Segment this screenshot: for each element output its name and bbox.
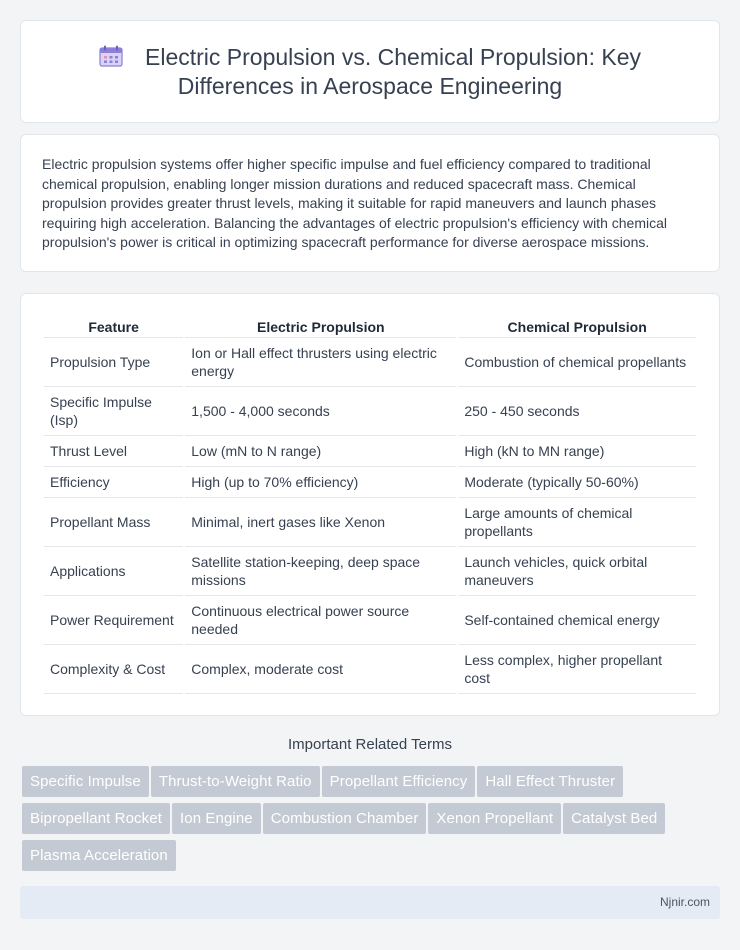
intro-paragraph: Electric propulsion systems offer higher specific impulse and fuel efficiency compared to traditional chemical propulsion, enabling longer mission durations and reduced spacecraft mass. Chemical propulsion provides greater thrust levels, making it suitable for rapid maneuvers and launch phases requiring high acceleration. Balancing the advantages of electric propulsion's efficiency with chemical propulsion's power is critical in optimizing spacecraft performance for diverse aerospace missions. [42,156,667,251]
term-tag[interactable]: Plasma Acceleration [22,840,176,871]
cell-chemical: Moderate (typically 50-60%) [458,467,696,498]
cell-chemical: Combustion of chemical propellants [458,338,696,387]
cell-feature: Complexity & Cost [44,645,183,694]
comparison-table-card [20,293,720,716]
cell-chemical: Launch vehicles, quick orbital maneuvers [458,547,696,596]
cell-chemical: 250 - 450 seconds [458,387,696,436]
title-line-1: Electric Propulsion vs. Chemical Propulsion: Key [145,44,641,70]
intro-card [20,134,720,272]
table-row [44,596,696,645]
cell-electric: Ion or Hall effect thrusters using electric energy [185,338,456,387]
cell-feature: Propulsion Type [44,338,183,387]
cell-electric: Continuous electrical power source needed [185,596,456,645]
table-row [44,547,696,596]
term-tag[interactable]: Thrust-to-Weight Ratio [151,766,320,797]
table-row [44,436,696,467]
term-tag[interactable]: Propellant Efficiency [322,766,476,797]
comparison-table [42,314,698,694]
cell-feature: Efficiency [44,467,183,498]
header-electric: Electric Propulsion [185,314,456,338]
term-tag[interactable]: Combustion Chamber [263,803,427,834]
term-tag[interactable]: Ion Engine [172,803,261,834]
table-row [44,645,696,694]
table-row [44,498,696,547]
header-chemical: Chemical Propulsion [458,314,696,338]
cell-electric: Low (mN to N range) [185,436,456,467]
cell-feature: Thrust Level [44,436,183,467]
title-card [20,20,720,123]
calendar-icon [99,45,125,67]
cell-feature: Applications [44,547,183,596]
cell-electric: Satellite station-keeping, deep space missions [185,547,456,596]
cell-feature: Propellant Mass [44,498,183,547]
term-tag[interactable]: Hall Effect Thruster [477,766,623,797]
related-terms-list [22,766,722,877]
cell-chemical: Self-contained chemical energy [458,596,696,645]
footer-site-link[interactable]: Njnir.com [659,895,710,909]
term-tag[interactable]: Xenon Propellant [428,803,561,834]
cell-electric: Complex, moderate cost [185,645,456,694]
term-tag[interactable]: Catalyst Bed [563,803,665,834]
cell-chemical: High (kN to MN range) [458,436,696,467]
term-tag[interactable]: Specific Impulse [22,766,149,797]
footer [20,886,720,919]
cell-chemical: Large amounts of chemical propellants [458,498,696,547]
table-row [44,387,696,436]
header-feature: Feature [44,314,183,338]
related-terms-title: Important Related Terms [288,736,452,753]
cell-electric: Minimal, inert gases like Xenon [185,498,456,547]
table-row [44,467,696,498]
cell-feature: Specific Impulse (Isp) [44,387,183,436]
title-line-2: Differences in Aerospace Engineering [177,73,563,99]
cell-electric: 1,500 - 4,000 seconds [185,387,456,436]
table-row [44,338,696,387]
cell-feature: Power Requirement [44,596,183,645]
page-title [21,43,719,101]
term-tag[interactable]: Bipropellant Rocket [22,803,170,834]
table-header-row [44,314,696,338]
cell-chemical: Less complex, higher propellant cost [458,645,696,694]
cell-electric: High (up to 70% efficiency) [185,467,456,498]
